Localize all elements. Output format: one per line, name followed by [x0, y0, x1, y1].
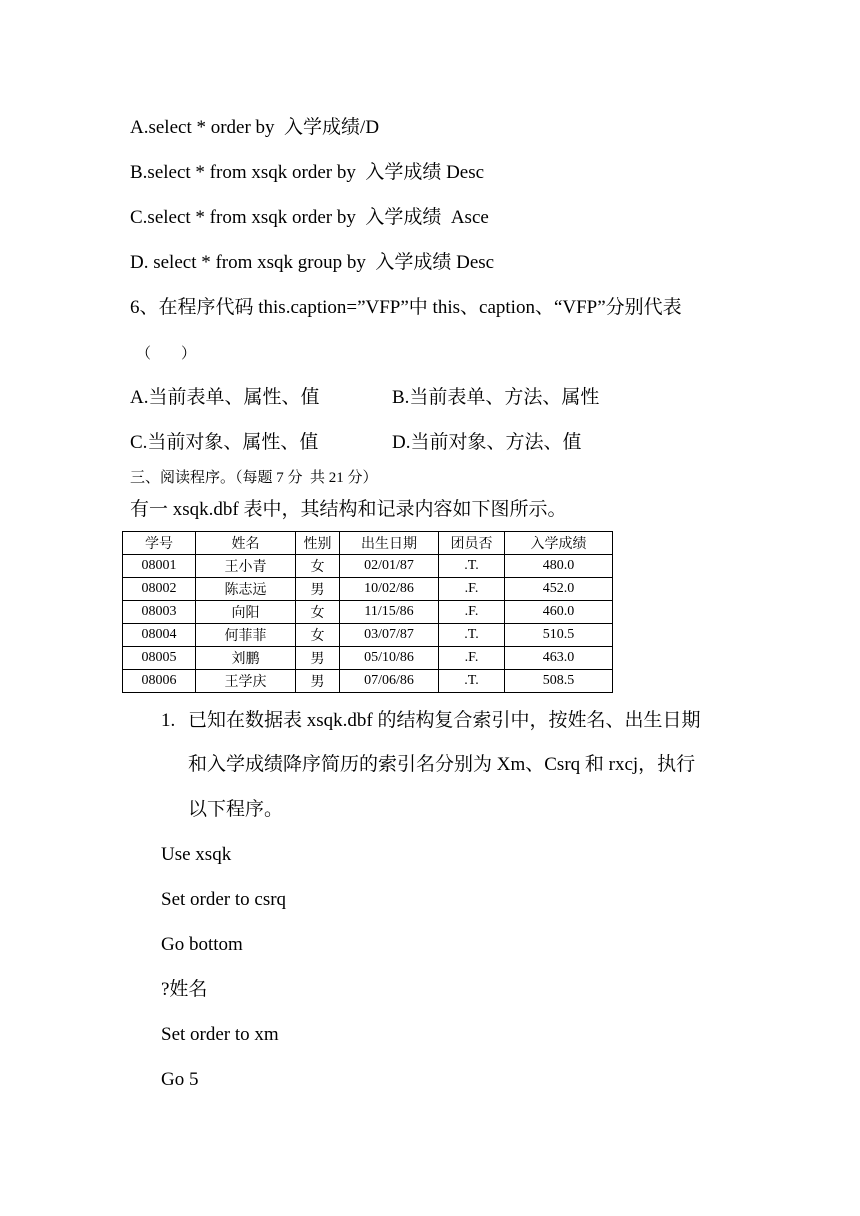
q6-option-a: A.当前表单、属性、值 — [130, 387, 320, 408]
q6-stem: 6、在程序代码 this.caption=”VFP”中 this、caption、“VFP”分别代表 — [130, 297, 682, 318]
table-cell: 08005 — [123, 647, 196, 670]
header-cell: 姓名 — [196, 532, 296, 555]
table-cell: .T. — [439, 670, 505, 693]
table-cell: 10/02/86 — [340, 578, 439, 601]
q6-blank: （ ） — [136, 346, 197, 362]
table-cell: 08004 — [123, 624, 196, 647]
header-cell: 入学成绩 — [505, 532, 613, 555]
table-cell: 07/06/86 — [340, 670, 439, 693]
code-line: ?姓名 — [161, 979, 208, 1000]
table-cell: 王学庆 — [196, 670, 296, 693]
section-intro: 有一 xsqk.dbf 表中，其结构和记录内容如下图所示。 — [130, 499, 567, 520]
table-cell: 452.0 — [505, 578, 613, 601]
table-row — [123, 601, 613, 624]
table-row — [123, 555, 613, 578]
header-cell: 性别 — [296, 532, 340, 555]
student-table — [122, 531, 613, 693]
table-cell: 03/07/87 — [340, 624, 439, 647]
code-line: Set order to csrq — [161, 889, 287, 910]
table-cell: .F. — [439, 601, 505, 624]
q6-option-d: D.当前对象、方法、值 — [392, 432, 582, 453]
table-cell: 11/15/86 — [340, 601, 439, 624]
q6-option-c: C.当前对象、属性、值 — [130, 432, 319, 453]
q5-option-b: B.select * from xsqk order by 入学成绩 Desc — [130, 162, 485, 183]
code-line: Go bottom — [161, 934, 243, 955]
header-cell: 团员否 — [439, 532, 505, 555]
code-line: Set order to xm — [161, 1024, 279, 1045]
table-cell: 480.0 — [505, 555, 613, 578]
table-cell: 向阳 — [196, 601, 296, 624]
table-cell: 女 — [296, 601, 340, 624]
table-row — [123, 647, 613, 670]
q5-option-d: D. select * from xsqk group by 入学成绩 Desc — [130, 252, 495, 273]
table-cell: 何菲菲 — [196, 624, 296, 647]
table-header-row — [123, 532, 613, 555]
table-cell: 08002 — [123, 578, 196, 601]
table-cell: 女 — [296, 624, 340, 647]
q1-text-line1: 已知在数据表 xsqk.dbf 的结构复合索引中，按姓名、出生日期 — [188, 710, 701, 731]
table-cell: 510.5 — [505, 624, 613, 647]
q5-option-c: C.select * from xsqk order by 入学成绩 Asce — [130, 207, 489, 228]
table-cell: 08006 — [123, 670, 196, 693]
header-cell: 学号 — [123, 532, 196, 555]
table-cell: 08001 — [123, 555, 196, 578]
table-cell: 陈志远 — [196, 578, 296, 601]
section-heading: 三、阅读程序。（每题 7 分 共 21 分） — [130, 470, 378, 486]
q1-number: 1. — [161, 710, 176, 731]
table-cell: 刘鹏 — [196, 647, 296, 670]
table-cell: .F. — [439, 578, 505, 601]
table-cell: 女 — [296, 555, 340, 578]
table-row — [123, 624, 613, 647]
table-row — [123, 670, 613, 693]
table-row — [123, 578, 613, 601]
code-line: Use xsqk — [161, 844, 232, 865]
table-cell: .T. — [439, 555, 505, 578]
table-cell: 460.0 — [505, 601, 613, 624]
table-cell: 男 — [296, 670, 340, 693]
table-cell: 508.5 — [505, 670, 613, 693]
q6-option-b: B.当前表单、方法、属性 — [392, 387, 600, 408]
header-cell: 出生日期 — [340, 532, 439, 555]
q1-text-line2: 和入学成绩降序简历的索引名分别为 Xm、Csrq 和 rxcj，执行 — [188, 754, 696, 775]
q5-option-a: A.select * order by 入学成绩/D — [130, 117, 380, 138]
code-line: Go 5 — [161, 1069, 199, 1090]
table-cell: 463.0 — [505, 647, 613, 670]
table-cell: 08003 — [123, 601, 196, 624]
table-cell: 05/10/86 — [340, 647, 439, 670]
table-cell: 02/01/87 — [340, 555, 439, 578]
table-cell: 男 — [296, 578, 340, 601]
table-cell: .F. — [439, 647, 505, 670]
table-cell: 王小青 — [196, 555, 296, 578]
q1-text-line3: 以下程序。 — [188, 799, 284, 820]
table-cell: 男 — [296, 647, 340, 670]
table-cell: .T. — [439, 624, 505, 647]
